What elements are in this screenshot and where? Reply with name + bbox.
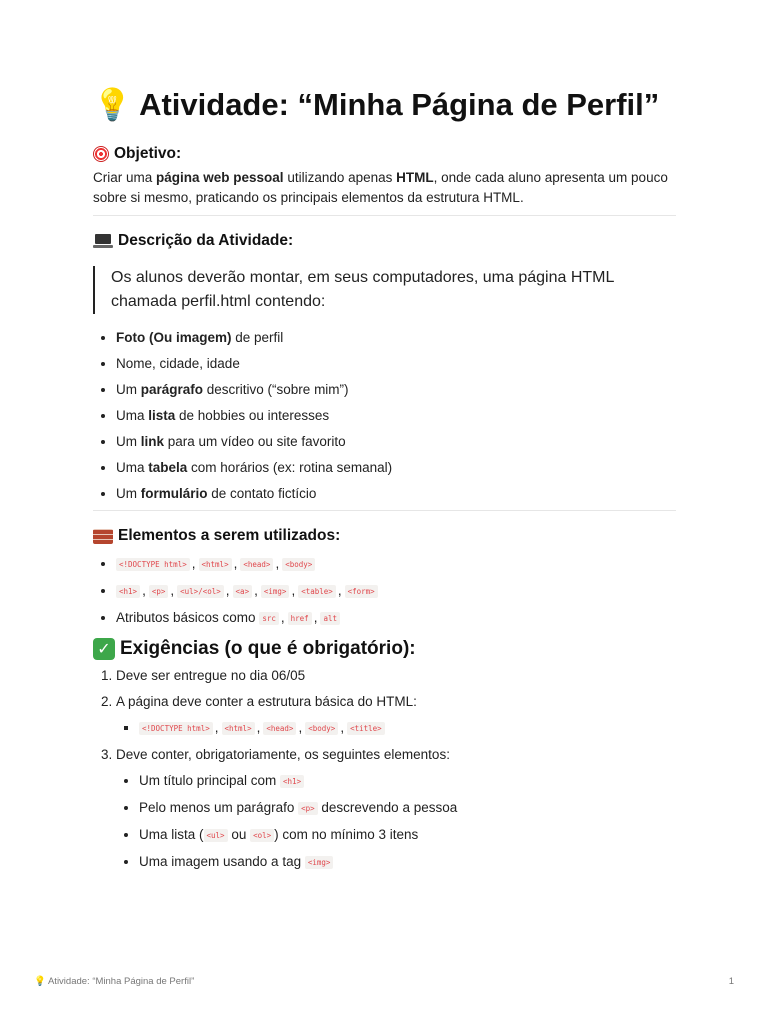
laptop-icon	[93, 234, 113, 248]
list-item-text: de contato fictício	[207, 486, 317, 501]
code-tag: <img>	[305, 856, 334, 869]
list-item: • Atributos básicos como src , href , alt	[116, 608, 676, 629]
list-item-text: com horários (ex: rotina semanal)	[187, 460, 393, 475]
list-item-bold: formulário	[140, 486, 208, 501]
descricao-quote: Os alunos deverão montar, em seus computadores, uma página HTML chamada perfil.html contendo:	[93, 266, 676, 314]
list-item-text: Deve ser entregue no dia 06/05	[116, 668, 306, 683]
divider	[93, 510, 676, 511]
list-item-text: Um	[116, 486, 141, 501]
list-item-text: Uma	[116, 460, 149, 475]
list-item	[139, 798, 676, 819]
code-tag: <body>	[305, 722, 338, 735]
list-item	[116, 692, 676, 739]
code-tag: <p>	[298, 802, 318, 815]
list-item-bold: link	[140, 434, 165, 449]
list-item	[116, 354, 676, 374]
code-tag: href	[288, 612, 312, 625]
list-item-text: Um	[116, 382, 141, 397]
list-item-text: de hobbies ou interesses	[175, 408, 330, 423]
divider	[93, 215, 676, 216]
lightbulb-icon: 💡	[34, 976, 46, 987]
descricao-heading	[93, 231, 676, 251]
list-item	[116, 745, 676, 873]
list-item-text: Atributos básicos como	[116, 610, 260, 625]
footer-title-text: Atividade: “Minha Página de Perfil”	[47, 976, 195, 987]
descricao-list	[93, 328, 676, 504]
exigencias-list	[93, 666, 676, 873]
list-item-text: ou	[227, 827, 251, 842]
list-item-bold: lista	[148, 408, 176, 423]
descricao-heading-text: Descrição da Atividade:	[118, 232, 294, 249]
list-item: • <!DOCTYPE html> , <html> , <head> , <body>	[116, 554, 676, 575]
check-icon: ✓	[93, 638, 115, 660]
footer-title	[34, 976, 194, 987]
code-tag: <ul>	[204, 829, 228, 842]
list-item-text: Um título principal com	[139, 773, 281, 788]
list-item	[116, 458, 676, 478]
code-tag: <form>	[345, 585, 378, 598]
list-item-text: Uma	[116, 408, 149, 423]
code-tag: <!DOCTYPE html>	[139, 722, 213, 735]
list-item-text: A página deve conter a estrutura básica do HTML:	[116, 694, 417, 709]
objetivo-bold-2: HTML	[396, 170, 434, 185]
list-item-text: Pelo menos um parágrafo	[139, 800, 299, 815]
code-tag: <img>	[261, 585, 290, 598]
code-tag: <a>	[233, 585, 253, 598]
elementos-obrigatorios-sublist	[116, 771, 676, 873]
code-tag: <html>	[222, 722, 255, 735]
elementos-list	[93, 554, 676, 629]
list-item	[116, 666, 676, 686]
elementos-heading	[93, 526, 676, 546]
lightbulb-icon: 💡	[93, 87, 132, 123]
bricks-icon	[93, 529, 113, 544]
list-item-text: Deve conter, obrigatoriamente, os seguintes elementos:	[116, 747, 450, 762]
list-item-text: Uma imagem usando a tag	[139, 854, 305, 869]
list-item	[116, 328, 676, 348]
code-tag: <h1>	[116, 585, 140, 598]
list-item-text: Um	[116, 434, 141, 449]
elementos-heading-text: Elementos a serem utilizados:	[118, 527, 341, 544]
code-tag: <head>	[240, 558, 273, 571]
page-footer	[34, 976, 734, 987]
code-tag: <ol>	[250, 829, 274, 842]
objetivo-paragraph	[93, 168, 676, 208]
code-tag: <html>	[199, 558, 232, 571]
code-tag: <head>	[263, 722, 296, 735]
objetivo-text-2: utilizando apenas	[283, 170, 397, 185]
objetivo-heading	[93, 144, 676, 164]
objetivo-text-1: Criar uma	[93, 170, 157, 185]
list-item-text: de perfil	[231, 330, 284, 345]
list-item-bold: parágrafo	[140, 382, 204, 397]
list-item	[116, 406, 676, 426]
list-item: • <h1> , <p> , <ul>/<ol> , <a> , <img> , <table> , <form>	[116, 581, 676, 602]
page-number: 1	[728, 976, 734, 987]
document-page	[93, 86, 676, 879]
code-tag: <!DOCTYPE html>	[116, 558, 190, 571]
code-tag: <title>	[347, 722, 385, 735]
objetivo-bold-1: página web pessoal	[156, 170, 284, 185]
list-item-bold: tabela	[148, 460, 188, 475]
exigencias-heading-text: Exigências (o que é obrigatório):	[120, 638, 416, 659]
target-icon	[93, 146, 109, 162]
list-item	[139, 852, 676, 873]
list-item: ▪ <!DOCTYPE html> , <html> , <head> , <body> , <title>	[139, 718, 676, 739]
code-tag: src	[259, 612, 279, 625]
code-tag: <body>	[282, 558, 315, 571]
list-item-text: ) com no mínimo 3 itens	[274, 827, 419, 842]
list-item-text: Nome, cidade, idade	[116, 356, 240, 371]
code-tag: <table>	[298, 585, 336, 598]
code-tag: <p>	[149, 585, 169, 598]
code-tag: <h1>	[280, 775, 304, 788]
page-title-text: Atividade: “Minha Página de Perfil”	[139, 87, 660, 122]
list-item	[116, 380, 676, 400]
list-item	[116, 484, 676, 504]
code-tag: alt	[320, 612, 340, 625]
list-item-text: para um vídeo ou site favorito	[164, 434, 346, 449]
list-item-text: Uma lista (	[139, 827, 204, 842]
list-item-bold: Foto (Ou imagem)	[116, 330, 232, 345]
list-item-text: descrevendo a pessoa	[317, 800, 458, 815]
objetivo-heading-text: Objetivo:	[114, 145, 182, 162]
list-item	[139, 825, 676, 846]
list-item	[139, 771, 676, 792]
code-tag: <ul>/<ol>	[177, 585, 224, 598]
estrutura-sublist	[116, 718, 676, 739]
list-item	[116, 432, 676, 452]
page-title	[93, 86, 676, 124]
list-item-text: descritivo (“sobre mim”)	[203, 382, 349, 397]
objetivo-text-3: , onde cada aluno apresenta um pouco sobre si mesmo, praticando os principais elementos da estrutura HTML.	[93, 170, 668, 205]
exigencias-heading	[93, 637, 676, 661]
